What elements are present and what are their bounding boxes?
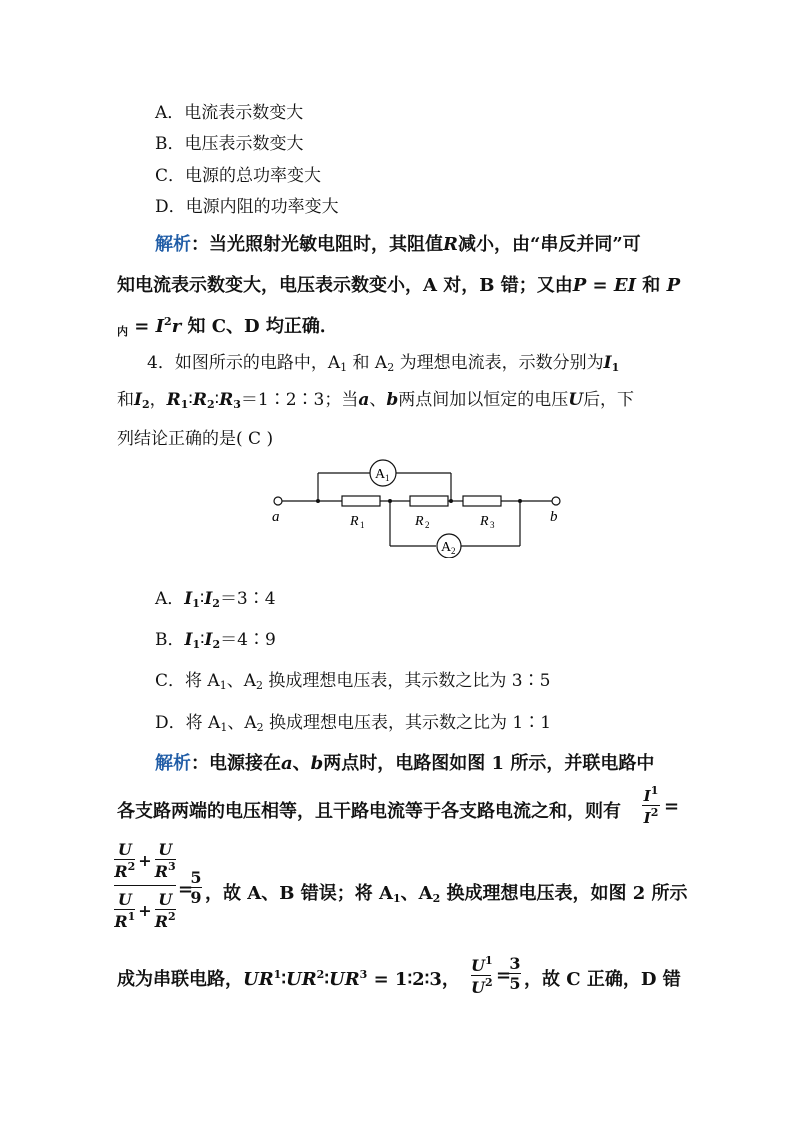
sub: 2 — [141, 398, 150, 411]
text: 成为串联电路， — [117, 969, 243, 990]
sup: 2 — [484, 976, 493, 989]
sub: 2 — [387, 361, 395, 374]
text: 、 — [292, 753, 311, 774]
var-u: U — [471, 956, 485, 975]
option-c — [155, 666, 550, 692]
r3-sub: 3 — [490, 520, 495, 530]
var-i: I — [134, 390, 142, 410]
var-i: I — [204, 630, 213, 650]
question-line-2 — [117, 385, 634, 411]
var-r: R — [192, 390, 207, 410]
text: 知电流表示数变大，电压表示数变小，A 对，B 错；又由 — [117, 275, 573, 296]
text: ， — [149, 390, 167, 410]
var-u: U — [158, 890, 173, 909]
analysis-line-4-end — [524, 965, 681, 991]
plus: + — [138, 901, 152, 920]
option-letter: D． — [155, 197, 186, 217]
sub: 1 — [392, 892, 401, 905]
text: 和 — [636, 275, 667, 296]
var-r: R — [114, 862, 128, 881]
eq: = — [178, 879, 194, 900]
text: 减小，由“串反并同”可 — [457, 234, 641, 255]
var-ur: UR — [329, 969, 360, 990]
text: ∶ — [200, 630, 205, 650]
var-i: I — [643, 787, 651, 805]
var-i: I — [155, 316, 165, 337]
var-r: r — [171, 316, 182, 337]
frac-num: 5 — [190, 868, 202, 887]
option-text: ＝3∶4 — [219, 589, 276, 609]
resistor-r3 — [463, 496, 501, 506]
text: ，故 A、B 错误；将 A — [205, 883, 393, 904]
sub: 1 — [192, 638, 201, 651]
sub: 2 — [255, 679, 263, 692]
var-r: R — [166, 390, 181, 410]
r2-sub: 2 — [425, 520, 430, 530]
analysis-prev-line-1 — [155, 230, 641, 256]
frac-u-r3 — [155, 840, 176, 881]
option-letter: A． — [155, 103, 185, 123]
sup: 1 — [127, 910, 136, 923]
resistor-r2 — [410, 496, 448, 506]
option-letter: D． — [155, 713, 186, 733]
text: ∶ — [281, 969, 286, 990]
option-c-prev — [155, 161, 321, 186]
sub: 1 — [340, 361, 348, 374]
junction-dot — [316, 499, 320, 503]
option-a-prev — [155, 98, 303, 123]
sup: 2 — [168, 910, 176, 923]
option-b — [155, 625, 276, 651]
option-text: 换成理想电压表，其示数之比为 1∶1 — [263, 713, 552, 733]
var-r: R — [114, 912, 128, 931]
var-p: P — [572, 275, 587, 296]
option-d-prev — [155, 192, 339, 217]
question-number: 4． — [147, 353, 175, 373]
node-b-label: b — [550, 509, 558, 525]
analysis-prev-line-3 — [117, 312, 338, 339]
var-u: U — [568, 390, 584, 410]
analysis-label: 解析 — [155, 234, 191, 255]
text: ：当光照射光敏电阻时，其阻值 — [191, 234, 443, 255]
sub: 3 — [233, 398, 241, 411]
text: 后，下 — [583, 390, 635, 410]
var-r: R — [219, 390, 234, 410]
option-b-prev — [155, 129, 304, 154]
frac-den: 9 — [190, 888, 202, 907]
a2-sub: 2 — [451, 546, 456, 556]
sup: 3 — [359, 968, 368, 981]
eq: = — [496, 965, 512, 986]
text: 如图所示的电路中，A — [174, 353, 341, 373]
option-text: 、A — [227, 713, 257, 733]
var-r: R — [443, 234, 458, 255]
var-a: a — [281, 753, 293, 774]
analysis-prev-line-2 — [117, 271, 680, 297]
var-i: I — [643, 809, 651, 827]
text: ＝1∶2∶3；当 — [240, 390, 359, 410]
sub: 1 — [192, 597, 200, 610]
r2-label: R — [415, 514, 424, 529]
text: 两点时，电路图如图 1 所示，并联电路中 — [323, 753, 655, 774]
plus: + — [138, 851, 152, 870]
r1-label: R — [350, 514, 359, 529]
var-p: P — [666, 275, 681, 296]
sub: 2 — [212, 638, 221, 651]
fraction-5-9 — [190, 868, 202, 907]
text: 和 A — [347, 353, 388, 373]
r1-sub: 1 — [360, 520, 365, 530]
junction-dot — [518, 499, 522, 503]
option-text: 、A — [226, 671, 256, 691]
frac-num — [471, 954, 491, 975]
option-text: 电源内阻的功率变大 — [185, 197, 339, 217]
sup: 3 — [168, 860, 176, 873]
var-ur: UR — [243, 969, 274, 990]
a2-label: A — [441, 540, 452, 555]
var-u: U — [117, 840, 132, 859]
sup: 2 — [316, 968, 325, 981]
var-ei: EI — [613, 275, 637, 296]
frac-u-r2 — [114, 840, 135, 881]
compound-num — [114, 840, 176, 881]
text: ：电源接在 — [191, 753, 281, 774]
fraction-i1-i2 — [642, 784, 660, 827]
var-b: b — [386, 390, 399, 410]
var-r: R — [154, 912, 168, 931]
text: 、 — [369, 390, 387, 410]
compound-fraction — [114, 840, 176, 931]
circuit-diagram — [270, 458, 570, 558]
var-u: U — [117, 890, 132, 909]
option-text: 电源的总功率变大 — [185, 166, 322, 186]
text: 和 — [117, 390, 134, 410]
frac-bar — [642, 805, 660, 827]
frac-num — [642, 784, 660, 805]
text: 、A — [400, 883, 433, 904]
sub-nei: 内 — [117, 325, 128, 338]
analysis-label: 解析 — [155, 753, 191, 774]
terminal-a — [274, 497, 282, 505]
text: ∶ — [188, 390, 193, 410]
var-ur: UR — [286, 969, 317, 990]
sub: 1 — [220, 721, 228, 734]
text: ∶ — [199, 589, 205, 609]
var-u: U — [471, 978, 485, 997]
question-line-1 — [147, 348, 619, 374]
option-text: 电流表示数变大 — [184, 103, 304, 123]
node-a-label: a — [272, 509, 280, 525]
frac-num: 3 — [509, 954, 521, 973]
var-i: I — [184, 630, 193, 650]
eq-sign — [664, 796, 679, 817]
sub: 2 — [256, 721, 264, 734]
sub: 2 — [432, 892, 441, 905]
sup: 2 — [164, 315, 172, 328]
option-text: 将 A — [185, 671, 220, 691]
resistor-r1 — [342, 496, 380, 506]
option-letter: B． — [155, 134, 185, 154]
text: 换成理想电压表，如图 2 所示 — [440, 883, 688, 904]
analysis-line-1 — [155, 749, 654, 775]
text: = 1∶2∶3， — [367, 969, 460, 990]
sup: 2 — [650, 806, 659, 819]
terminal-b — [552, 497, 560, 505]
option-text: 换成理想电压表，其示数之比为 3∶5 — [262, 671, 551, 691]
compound-den — [114, 890, 176, 931]
junction-dot — [388, 499, 392, 503]
sub: 1 — [219, 679, 227, 692]
frac-u-r2-den — [155, 890, 176, 931]
frac-u-r1 — [114, 890, 135, 931]
text: 列结论正确的是( C ) — [117, 429, 274, 449]
analysis-line-2 — [117, 797, 621, 823]
sub: 2 — [212, 597, 220, 610]
option-d — [155, 708, 551, 734]
junction-dot — [449, 499, 453, 503]
sup: 1 — [484, 954, 493, 967]
var-i: I — [204, 589, 213, 609]
fraction-3-5 — [509, 954, 521, 993]
var-i: I — [603, 353, 612, 373]
r3-label: R — [480, 514, 489, 529]
sup: 1 — [650, 784, 659, 797]
text: 为理想电流表，示数分别为 — [394, 353, 604, 373]
text: ∶ — [324, 969, 329, 990]
option-letter: C． — [155, 166, 186, 186]
var-b: b — [310, 753, 324, 774]
option-letter: A． — [155, 589, 185, 609]
eq: = — [664, 796, 680, 817]
sup: 1 — [273, 968, 282, 981]
analysis-line-4 — [117, 965, 460, 991]
sub: 2 — [206, 398, 215, 411]
option-letter: B． — [155, 630, 185, 650]
text: ∶ — [214, 390, 220, 410]
frac-bar — [471, 975, 491, 997]
a1-label: A — [375, 467, 386, 482]
question-line-3 — [117, 424, 273, 449]
text: ，故 C 正确，D 错 — [524, 969, 681, 990]
sub: 1 — [180, 398, 189, 411]
fraction-u1-u2 — [471, 954, 491, 997]
analysis-line-3 — [205, 879, 688, 905]
eq: = — [128, 316, 156, 337]
var-a: a — [358, 390, 370, 410]
var-i: I — [184, 589, 193, 609]
sub: 1 — [611, 361, 620, 374]
eq: = — [586, 275, 614, 296]
a1-sub: 1 — [385, 473, 390, 483]
text: 各支路两端的电压相等，且干路电流等于各支路电流之和，则有 — [117, 801, 621, 822]
option-text: ＝4∶9 — [220, 630, 276, 650]
var-u: U — [158, 840, 173, 859]
text: 知 C、D 均正确． — [181, 316, 338, 337]
option-letter: C． — [155, 671, 186, 691]
option-text: 将 A — [185, 713, 221, 733]
compound-bar — [114, 885, 176, 886]
option-text: 电压表示数变大 — [184, 134, 304, 154]
text: 两点间加以恒定的电压 — [398, 390, 569, 410]
var-r: R — [154, 862, 168, 881]
option-a — [155, 584, 276, 610]
sup: 2 — [127, 860, 136, 873]
frac-den: 5 — [509, 974, 521, 993]
